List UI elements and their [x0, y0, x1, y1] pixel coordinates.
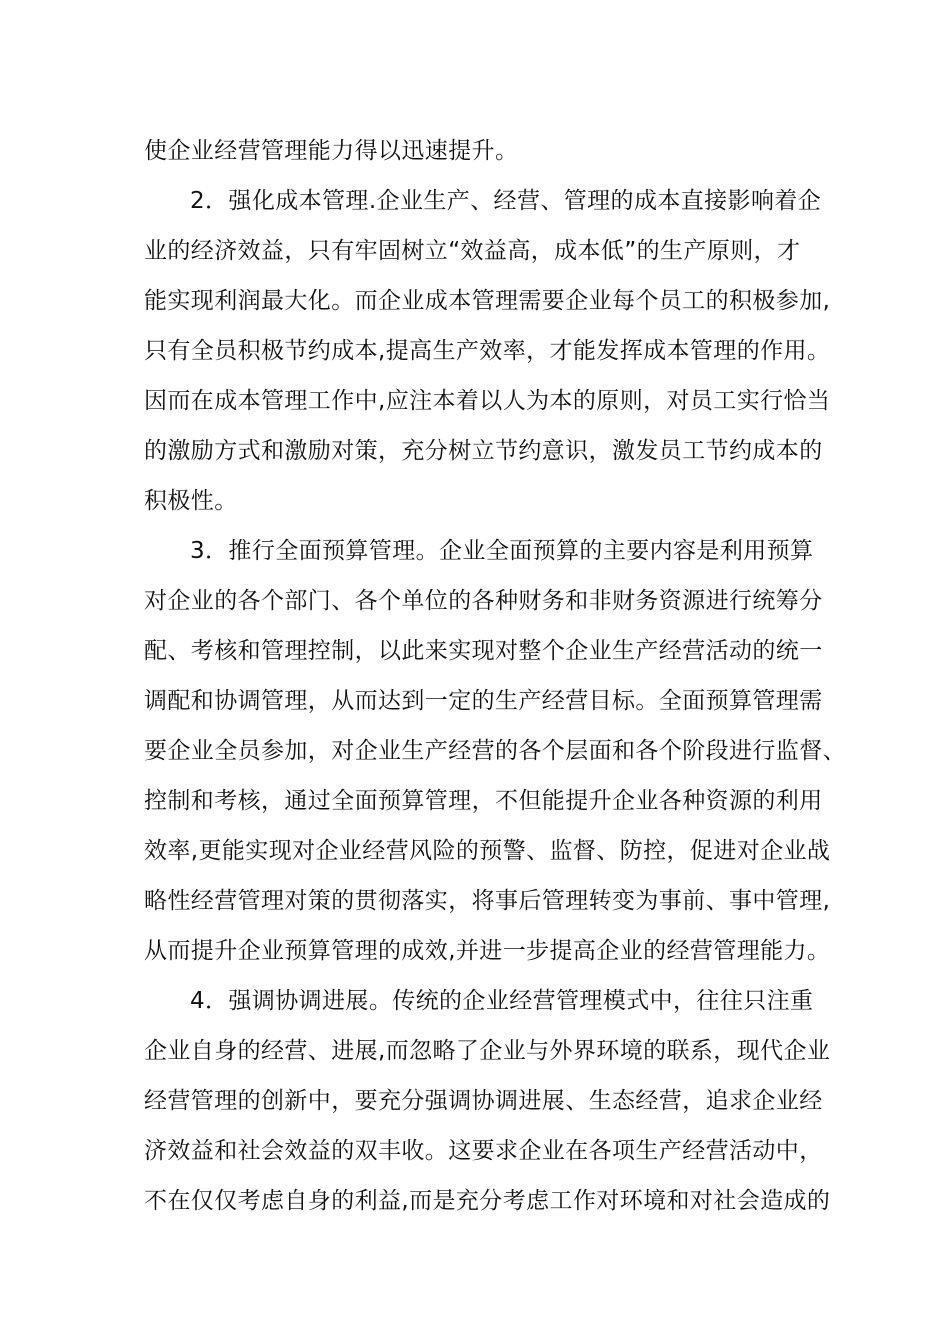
text-line: 因而在成本管理工作中,应注本着以人为本的原则，对员工实行恰当: [144, 388, 831, 414]
text-line: 经营管理的创新中，要充分强调协调进展、生态经营，追求企业经: [144, 1088, 823, 1114]
text-line: 能实现利润最大化。而企业成本管理需要企业每个员工的积极参加,: [144, 288, 831, 314]
body-text: [144, 126, 864, 1226]
text-line: 略性经营管理对策的贯彻落实，将事后管理转变为事前、事中管理,: [144, 888, 831, 914]
text-line: 业的经济效益，只有牢固树立“效益高，成本低”的生产原则，才: [144, 238, 801, 264]
text-line: 的激励方式和激励对策，充分树立节约意识，激发员工节约成本的: [144, 438, 823, 464]
text-line: 只有全员积极节约成本,提高生产效率，才能发挥成本管理的作用。: [144, 338, 831, 364]
text-line: 企业自身的经营、进展,而忽略了企业与外界环境的联系，现代企业: [144, 1038, 831, 1064]
text-line: 2．强化成本管理.企业生产、经营、管理的成本直接影响着企: [190, 188, 822, 214]
text-line: 济效益和社会效益的双丰收。这要求企业在各项生产经营活动中，: [144, 1138, 823, 1164]
text-line: 使企业经营管理能力得以迅速提升。: [144, 138, 519, 164]
text-line: 要企业全员参加，对企业生产经营的各个层面和各个阶段进行监督、: [144, 738, 846, 764]
text-line: 4．强调协调进展。传统的企业经营管理模式中，往往只注重: [190, 988, 814, 1014]
text-line: 积极性。: [144, 488, 238, 514]
text-line: 效率,更能实现对企业经营风险的预警、监督、防控，促进对企业战: [144, 838, 831, 864]
text-line: 3．推行全面预算管理。企业全面预算的主要内容是利用预算: [190, 538, 814, 564]
text-line: 从而提升企业预算管理的成效,并进一步提高企业的经营管理能力。: [144, 938, 831, 964]
text-line: 调配和协调管理，从而达到一定的生产经营目标。全面预算管理需: [144, 688, 823, 714]
text-line: 对企业的各个部门、各个单位的各种财务和非财务资源进行统筹分: [144, 588, 823, 614]
text-line: 配、考核和管理控制，以此来实现对整个企业生产经营活动的统一: [144, 638, 823, 664]
text-line: 不在仅仅考虑自身的利益,而是充分考虑工作对环境和对社会造成的: [144, 1188, 831, 1214]
text-line: 控制和考核，通过全面预算管理，不但能提升企业各种资源的利用: [144, 788, 823, 814]
